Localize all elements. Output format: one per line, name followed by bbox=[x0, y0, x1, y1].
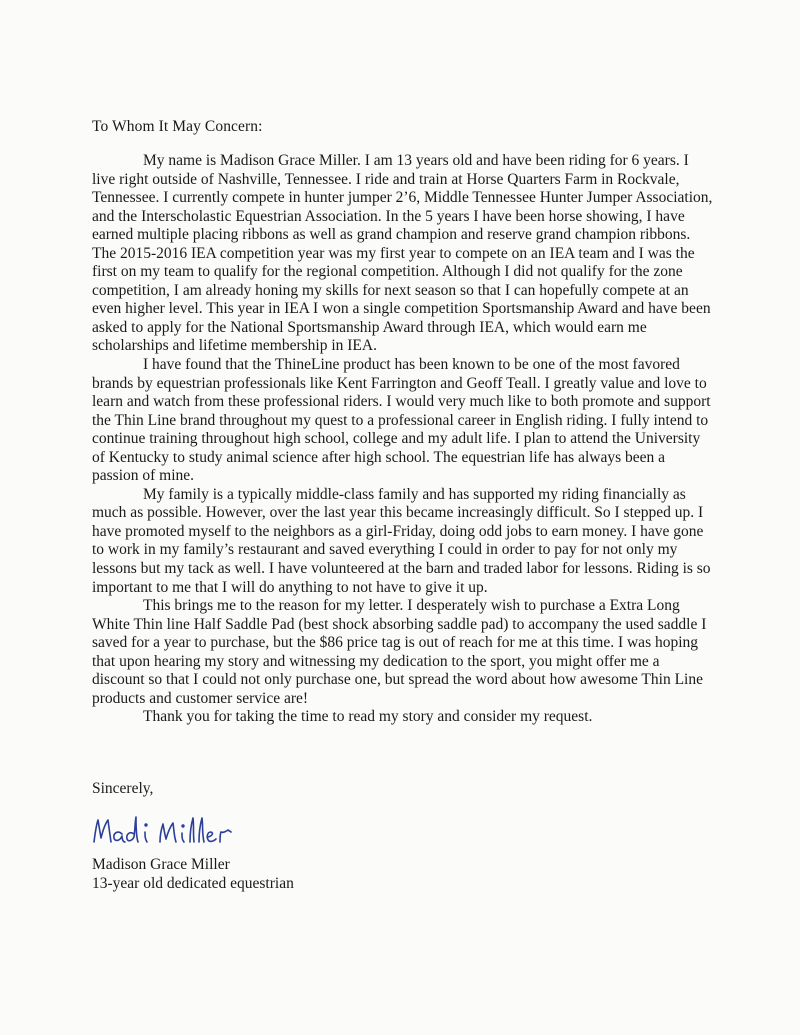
closing: Sincerely, bbox=[92, 780, 154, 797]
paragraph-brand: I have found that the ThineLine product has been known to be one of the most favored brands by equestrian professionals like Kent Farrington and Geoff Teall. I greatly value and love to learn and watch from these professional riders. I would very much like to both promote and support the Thin Line brand throughout my quest to a professional career in English riding. I fully intend to continue training throughout high school, college and my adult life. I plan to attend the University of Kentucky to study animal science after high school. The equestrian life has always been a passion of mine. bbox=[92, 356, 711, 485]
paragraph-thanks: Thank you for taking the time to read my story and consider my request. bbox=[143, 708, 593, 726]
paragraph-family: My family is a typically middle-class family and has supported my riding financially as much as possible. However, over the last year this became increasingly difficult. So I stepped up. I have promoted myself to the neighbors as a girl-Friday, doing odd jobs to earn money. I have gone to work in my family’s restaurant and saved everything I could in order to pay for not only my lessons but my tack as well. I have volunteered at the barn and traded labor for lessons. Riding is so important to me that I will do anything to not have to give it up. bbox=[92, 485, 711, 596]
letter-body bbox=[92, 152, 714, 727]
salutation: To Whom It May Concern: bbox=[92, 118, 263, 135]
handwritten-signature bbox=[90, 812, 240, 848]
paragraph-intro: My name is Madison Grace Miller. I am 13 years old and have been riding for 6 years. I live right outside of Nashville, Tennessee. I ride and train at Horse Quarters Farm in Rockvale, Tennessee. I currently compete in hunter jumper 2’6, Middle Tennessee Hunter Jumper Association, and the Interscholastic Equestrian Association. In the 5 years I have been horse showing, I have earned multiple placing ribbons as well as grand champion and reserve grand champion ribbons. The 2015-2016 IEA competition year was my first year to compete on an IEA team and I was the first on my team to qualify for the regional competition. Although I did not qualify for the zone competition, I am already honing my skills for next season so that I can hopefully compete at an even higher level. This year in IEA I won a single competition Sportsmanship Award and have been asked to apply for the National Sportsmanship Award through IEA, which would earn me scholarships and lifetime membership in IEA. bbox=[92, 152, 713, 355]
signer-title: 13-year old dedicated equestrian bbox=[92, 875, 294, 892]
signer-name: Madison Grace Miller bbox=[92, 856, 230, 873]
paragraph-request: This brings me to the reason for my letter. I desperately wish to purchase a Extra Long White Thin line Half Saddle Pad (best shock absorbing saddle pad) to accompany the used saddle I saved for a year to purchase, but the $86 price tag is out of reach for me at this time. I was hoping that upon hearing my story and witnessing my dedication to the sport, you might offer me a discount so that I could not only purchase one, but spread the word about how awesome Thin Line products and customer service are! bbox=[92, 597, 707, 707]
